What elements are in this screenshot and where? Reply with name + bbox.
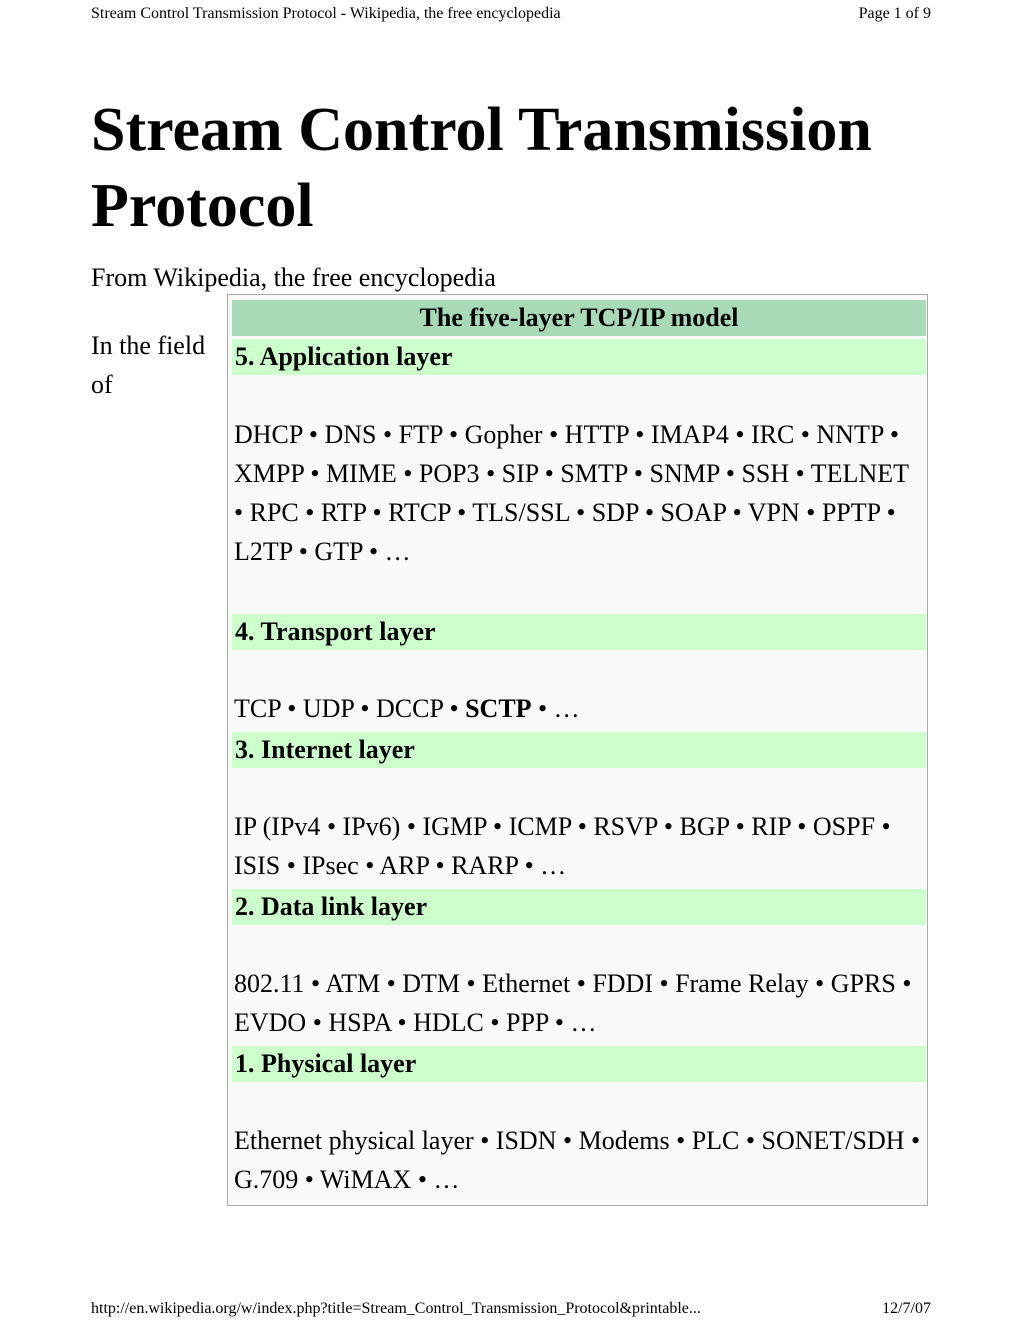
layer-protocols-application <box>234 415 924 571</box>
bullet-separator: • <box>473 1126 496 1155</box>
protocol-link[interactable]: IPv6) <box>342 812 401 841</box>
bullet-separator: • <box>366 498 389 527</box>
bullet-separator: • <box>904 1126 921 1155</box>
protocol-link[interactable]: HDLC <box>413 1008 484 1037</box>
bullet-separator: • <box>538 459 561 488</box>
protocol-link[interactable]: DTM <box>402 969 461 998</box>
bullet-separator: • <box>726 498 748 527</box>
more-protocols-ellipsis: … <box>540 851 567 880</box>
protocol-link[interactable]: SNMP <box>649 459 720 488</box>
protocol-link[interactable]: IPsec <box>302 851 359 880</box>
protocol-link[interactable]: SDP <box>591 498 639 527</box>
protocol-link[interactable]: IMAP4 <box>650 420 729 449</box>
bullet-separator: • <box>657 812 680 841</box>
layer-heading-data-link[interactable]: 2. Data link layer <box>232 889 926 925</box>
bullet-separator: • <box>302 420 325 449</box>
protocol-link[interactable]: Ethernet <box>482 969 571 998</box>
bullet-separator: • <box>569 498 592 527</box>
layer-protocols-transport <box>234 689 924 728</box>
bullet-separator: • <box>638 498 661 527</box>
print-header-title: Stream Control Transmission Protocol - Wikipedia, the free encyclopedia <box>91 5 561 22</box>
protocol-link[interactable]: TELNET <box>810 459 909 488</box>
bullet-separator: • <box>548 1008 571 1037</box>
bullet-separator: • <box>280 851 303 880</box>
protocol-link[interactable]: IP (IPv4 <box>234 812 321 841</box>
bullet-separator: • <box>652 969 676 998</box>
bullet-separator: • <box>479 459 502 488</box>
bullet-separator: • <box>570 969 593 998</box>
protocol-link[interactable]: GPRS <box>830 969 896 998</box>
protocol-link[interactable]: RPC <box>249 498 299 527</box>
bullet-separator: • <box>790 812 813 841</box>
tcpip-model-infobox <box>227 294 928 1206</box>
protocol-link[interactable]: HTTP <box>564 420 629 449</box>
protocol-link[interactable]: SMTP <box>560 459 628 488</box>
more-protocols-ellipsis: … <box>570 1008 597 1037</box>
bullet-separator: • <box>292 537 315 566</box>
bullet-separator: • <box>396 459 419 488</box>
protocol-link[interactable]: PPTP <box>821 498 881 527</box>
protocol-link[interactable]: RSVP <box>593 812 658 841</box>
protocol-link[interactable]: RTP <box>320 498 367 527</box>
protocol-link[interactable]: FDDI <box>592 969 653 998</box>
more-protocols-ellipsis: … <box>384 537 411 566</box>
bullet-separator: • <box>428 851 452 880</box>
page-title: Stream Control Transmission Protocol <box>91 96 872 240</box>
bullet-separator: • <box>411 1165 434 1194</box>
protocol-link[interactable]: XMPP <box>234 459 304 488</box>
protocol-link[interactable]: Ethernet physical layer <box>234 1126 474 1155</box>
protocol-link[interactable]: TLS/SSL <box>472 498 570 527</box>
bullet-separator: • <box>729 812 752 841</box>
bullet-separator: • <box>628 420 651 449</box>
protocol-link[interactable]: BGP <box>679 812 730 841</box>
protocol-link[interactable]: NNTP <box>816 420 884 449</box>
protocol-link[interactable]: SIP <box>501 459 539 488</box>
bullet-separator: • <box>875 812 891 841</box>
print-header <box>91 4 931 24</box>
bullet-separator: • <box>556 1126 579 1155</box>
protocol-link[interactable]: L2TP <box>234 537 293 566</box>
bullet-separator: • <box>486 812 509 841</box>
bullet-separator: • <box>895 969 912 998</box>
bullet-separator: • <box>358 851 380 880</box>
bullet-separator: • <box>880 498 896 527</box>
more-protocols-ellipsis: … <box>433 1165 460 1194</box>
protocol-link[interactable]: PLC <box>691 1126 740 1155</box>
bullet-separator: • <box>442 420 465 449</box>
protocol-link[interactable]: FTP <box>398 420 443 449</box>
bullet-separator: • <box>627 459 650 488</box>
more-protocols-ellipsis: … <box>553 694 580 723</box>
protocol-link[interactable]: ISDN <box>495 1126 557 1155</box>
bullet-separator: • <box>320 812 343 841</box>
protocol-link[interactable]: TCP <box>234 694 281 723</box>
protocol-link[interactable]: UDP <box>302 694 354 723</box>
site-subtitle: From Wikipedia, the free encyclopedia <box>91 263 496 292</box>
bullet-separator: • <box>542 420 565 449</box>
protocol-link[interactable]: SONET/SDH <box>761 1126 905 1155</box>
protocol-link[interactable]: POP3 <box>418 459 480 488</box>
protocol-link[interactable]: HSPA <box>328 1008 391 1037</box>
protocol-link[interactable]: Frame Relay <box>675 969 809 998</box>
layer-heading-transport[interactable]: 4. Transport layer <box>232 614 926 650</box>
protocol-link[interactable]: GTP <box>314 537 363 566</box>
bullet-separator: • <box>380 969 403 998</box>
bullet-separator: • <box>362 537 385 566</box>
layer-protocols-internet <box>234 807 924 885</box>
print-footer-url: http://en.wikipedia.org/w/index.php?title=Stream_Control_Transmission_Protocol&printable... <box>91 1300 701 1317</box>
protocol-link[interactable]: 802.11 <box>234 969 305 998</box>
bullet-separator: • <box>306 1008 329 1037</box>
protocol-link[interactable]: ATM <box>325 969 381 998</box>
bullet-separator: • <box>298 498 321 527</box>
bullet-separator: • <box>883 420 899 449</box>
bullet-separator: • <box>400 812 423 841</box>
protocol-link[interactable]: SOAP <box>660 498 727 527</box>
protocol-link[interactable]: G.709 <box>234 1165 299 1194</box>
article-intro-text: In the field of <box>91 331 206 399</box>
print-header-page-number: Page 1 of 9 <box>858 5 931 22</box>
protocol-link[interactable]: IRC <box>750 420 795 449</box>
protocol-link[interactable]: RTCP <box>388 498 451 527</box>
protocol-link[interactable]: ISIS <box>234 851 281 880</box>
bullet-separator: • <box>353 694 376 723</box>
protocol-link[interactable]: DHCP <box>234 420 303 449</box>
bullet-separator: • <box>460 969 483 998</box>
protocol-link[interactable]: Modems <box>578 1126 670 1155</box>
protocol-link[interactable]: Gopher <box>464 420 543 449</box>
protocol-link[interactable]: DNS <box>324 420 377 449</box>
bullet-separator: • <box>483 1008 506 1037</box>
print-footer <box>91 1299 931 1319</box>
bullet-separator: • <box>794 420 817 449</box>
protocol-link[interactable]: ARP <box>379 851 429 880</box>
protocol-link[interactable]: RARP <box>451 851 519 880</box>
protocol-link[interactable]: SCTP <box>465 694 532 723</box>
bullet-separator: • <box>571 812 594 841</box>
layer-heading-physical[interactable]: 1. Physical layer <box>232 1046 926 1082</box>
protocol-link[interactable]: DCCP <box>376 694 443 723</box>
infobox-title: The five-layer TCP/IP model <box>232 300 926 336</box>
protocol-link[interactable]: WiMAX <box>319 1165 412 1194</box>
bullet-separator: • <box>531 694 554 723</box>
layer-heading-internet[interactable]: 3. Internet layer <box>232 732 926 768</box>
layer-heading-application[interactable]: 5. Application layer <box>232 339 926 375</box>
bullet-separator: • <box>789 459 811 488</box>
bullet-separator: • <box>669 1126 692 1155</box>
bullet-separator: • <box>728 420 751 449</box>
protocol-link[interactable]: SSH <box>741 459 790 488</box>
protocol-link[interactable]: ICMP <box>508 812 572 841</box>
bullet-separator: • <box>303 459 326 488</box>
print-footer-date: 12/7/07 <box>882 1300 931 1317</box>
bullet-separator: • <box>719 459 742 488</box>
protocol-link[interactable]: EVDO <box>234 1008 307 1037</box>
bullet-separator: • <box>799 498 822 527</box>
protocol-link[interactable]: RIP <box>751 812 791 841</box>
layer-protocols-data-link <box>234 964 924 1042</box>
bullet-separator: • <box>298 1165 320 1194</box>
bullet-separator: • <box>390 1008 414 1037</box>
bullet-separator: • <box>304 969 326 998</box>
layer-protocols-physical <box>234 1121 924 1199</box>
bullet-separator: • <box>376 420 399 449</box>
protocol-link[interactable]: OSPF <box>812 812 876 841</box>
protocol-link[interactable]: IGMP <box>422 812 487 841</box>
protocol-link[interactable]: PPP <box>505 1008 549 1037</box>
bullet-separator: • <box>808 969 831 998</box>
protocol-link[interactable]: MIME <box>325 459 397 488</box>
bullet-separator: • <box>518 851 541 880</box>
bullet-separator: • <box>280 694 303 723</box>
bullet-separator: • <box>234 498 250 527</box>
bullet-separator: • <box>442 694 466 723</box>
bullet-separator: • <box>739 1126 762 1155</box>
protocol-link[interactable]: VPN <box>747 498 800 527</box>
bullet-separator: • <box>450 498 473 527</box>
